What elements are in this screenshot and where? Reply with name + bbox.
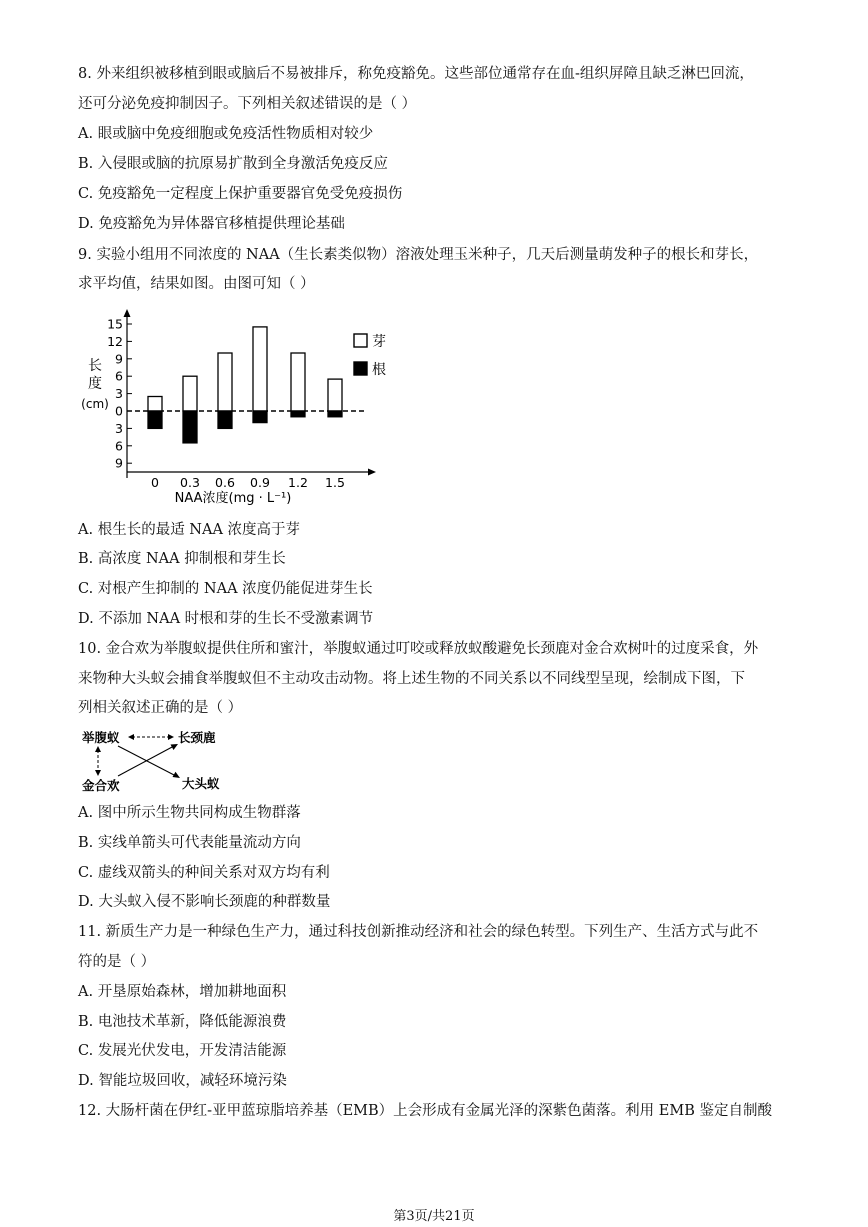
q8-stem-line2: 还可分泌免疫抑制因子。下列相关叙述错误的是（ ） [78, 96, 417, 112]
naa-chart-svg [78, 306, 408, 516]
q11-stem-line1: 11. 新质生产力是一种绿色生产力，通过科技创新推动经济和社会的绿色转型。下列生产、生活方式与此不 [78, 924, 759, 940]
q9-option-b: B. 高浓度 NAA 抑制根和芽生长 [78, 551, 286, 567]
x-tick-label: 1.5 [325, 475, 345, 490]
q8-option-b: B. 入侵眼或脑的抗原易扩散到全身激活免疫反应 [78, 156, 388, 172]
naa-bar-chart [78, 306, 408, 516]
q12-stem-line1: 12. 大肠杆菌在伊红-亚甲蓝琼脂培养基（EMB）上会形成有金属光泽的深紫色菌落。利用 EMB 鉴定自制酸 [78, 1103, 772, 1119]
q9-option-a: A. 根生长的最适 NAA 浓度高于芽 [78, 522, 301, 538]
q9-option-d: D. 不添加 NAA 时根和芽的生长不受激素调节 [78, 611, 374, 627]
node-big-headed-ant: 大头蚁 [182, 776, 220, 791]
q9-stem-line1: 9. 实验小组用不同浓度的 NAA（生长素类似物）溶液处理玉米种子，几天后测量萌发种子的根长和芽长， [78, 247, 759, 263]
x-tick-label: 0.3 [180, 475, 200, 490]
bars-group [148, 327, 342, 443]
y-tick-label: 9 [115, 351, 123, 367]
y-label-unit: (cm) [81, 397, 109, 411]
q8-option-c: C. 免疫豁免一定程度上保护重要器官免受免疫损伤 [78, 186, 403, 202]
y-label-char-2: 度 [88, 376, 102, 392]
bar-sprout [218, 353, 232, 411]
q11-option-c: C. 发展光伏发电，开发清洁能源 [78, 1043, 287, 1059]
y-label-char-1: 长 [88, 358, 102, 374]
y-tick-label: 12 [107, 333, 123, 349]
bar-sprout [291, 353, 305, 411]
bar-sprout [148, 397, 162, 412]
bar-root [148, 411, 162, 428]
legend-label-root: 根 [372, 362, 386, 378]
x-tick-label: 0 [151, 475, 159, 490]
q10-option-a: A. 图中所示生物共同构成生物群落 [78, 805, 301, 821]
x-label: NAA浓度(mg · L⁻¹) [174, 491, 292, 506]
bar-sprout [183, 376, 197, 411]
q10-stem-line1: 10. 金合欢为举腹蚁提供住所和蜜汁，举腹蚁通过叮咬或释放蚁酸避免长颈鹿对金合欢树叶的过度采食，外 [78, 641, 759, 657]
x-ticks [151, 475, 345, 490]
bar-root [183, 411, 197, 443]
y-tick-label: 9 [115, 455, 123, 471]
y-tick-label: 15 [107, 316, 123, 332]
node-acacia: 金合欢 [82, 778, 120, 793]
q8-option-d: D. 免疫豁免为异体器官移植提供理论基础 [78, 216, 345, 232]
y-ticks [107, 317, 132, 471]
q11-option-d: D. 智能垃圾回收，减轻环境污染 [78, 1073, 287, 1089]
node-ant: 举腹蚁 [82, 730, 120, 745]
y-tick-label: 6 [115, 438, 123, 454]
arrowhead-icon [168, 734, 174, 740]
y-axis-arrow-icon [124, 309, 131, 317]
q10-stem-line2: 来物种大头蚁会捕食举腹蚁但不主动攻击动物。将上述生物的不同关系以不同线型呈现，绘制成下图，下 [78, 671, 745, 687]
x-axis-arrow-icon [368, 469, 376, 476]
y-tick-label: 6 [115, 368, 123, 384]
arrowhead-icon [95, 746, 101, 752]
arrowhead-icon [95, 770, 101, 776]
y-tick-label: 3 [115, 386, 123, 402]
bar-root [328, 411, 342, 417]
q11-option-b: B. 电池技术革新，降低能源浪费 [78, 1014, 287, 1030]
page-number: 第3页/共21页 [393, 1209, 475, 1224]
bar-sprout [253, 327, 267, 411]
legend-swatch-sprout [354, 334, 367, 347]
node-giraffe: 长颈鹿 [178, 730, 216, 745]
q10-option-d: D. 大头蚁入侵不影响长颈鹿的种群数量 [78, 894, 331, 910]
q11-stem-line2: 符的是（ ） [78, 954, 156, 970]
q10-option-b: B. 实线单箭头可代表能量流动方向 [78, 835, 301, 851]
q10-stem-line3: 列相关叙述正确的是（ ） [78, 700, 243, 716]
q9-option-c: C. 对根产生抑制的 NAA 浓度仍能促进芽生长 [78, 581, 373, 597]
legend-swatch-root [354, 362, 367, 375]
relation-diagram-svg [78, 726, 248, 798]
legend-label-sprout: 芽 [372, 334, 386, 350]
y-tick-label: 0 [115, 403, 123, 419]
y-tick-label: 3 [115, 420, 123, 436]
q9-stem-line2: 求平均值，结果如图。由图可知（ ） [78, 276, 315, 292]
bar-sprout [328, 379, 342, 411]
x-tick-label: 0.9 [250, 475, 270, 490]
q8-stem-line1: 8. 外来组织被移植到眼或脑后不易被排斥，称免疫豁免。这些部位通常存在血-组织屏障且缺乏淋巴回流， [78, 66, 754, 82]
x-tick-label: 1.2 [288, 475, 308, 490]
bar-root [253, 411, 267, 423]
bar-root [218, 411, 232, 428]
x-tick-label: 0.6 [215, 475, 235, 490]
bar-root [291, 411, 305, 417]
q10-option-c: C. 虚线双箭头的种间关系对双方均有利 [78, 865, 330, 881]
q11-option-a: A. 开垦原始森林，增加耕地面积 [78, 984, 287, 1000]
arrowhead-icon [128, 734, 134, 740]
species-relation-diagram [78, 726, 248, 798]
q8-option-a: A. 眼或脑中免疫细胞或免疫活性物质相对较少 [78, 126, 374, 142]
